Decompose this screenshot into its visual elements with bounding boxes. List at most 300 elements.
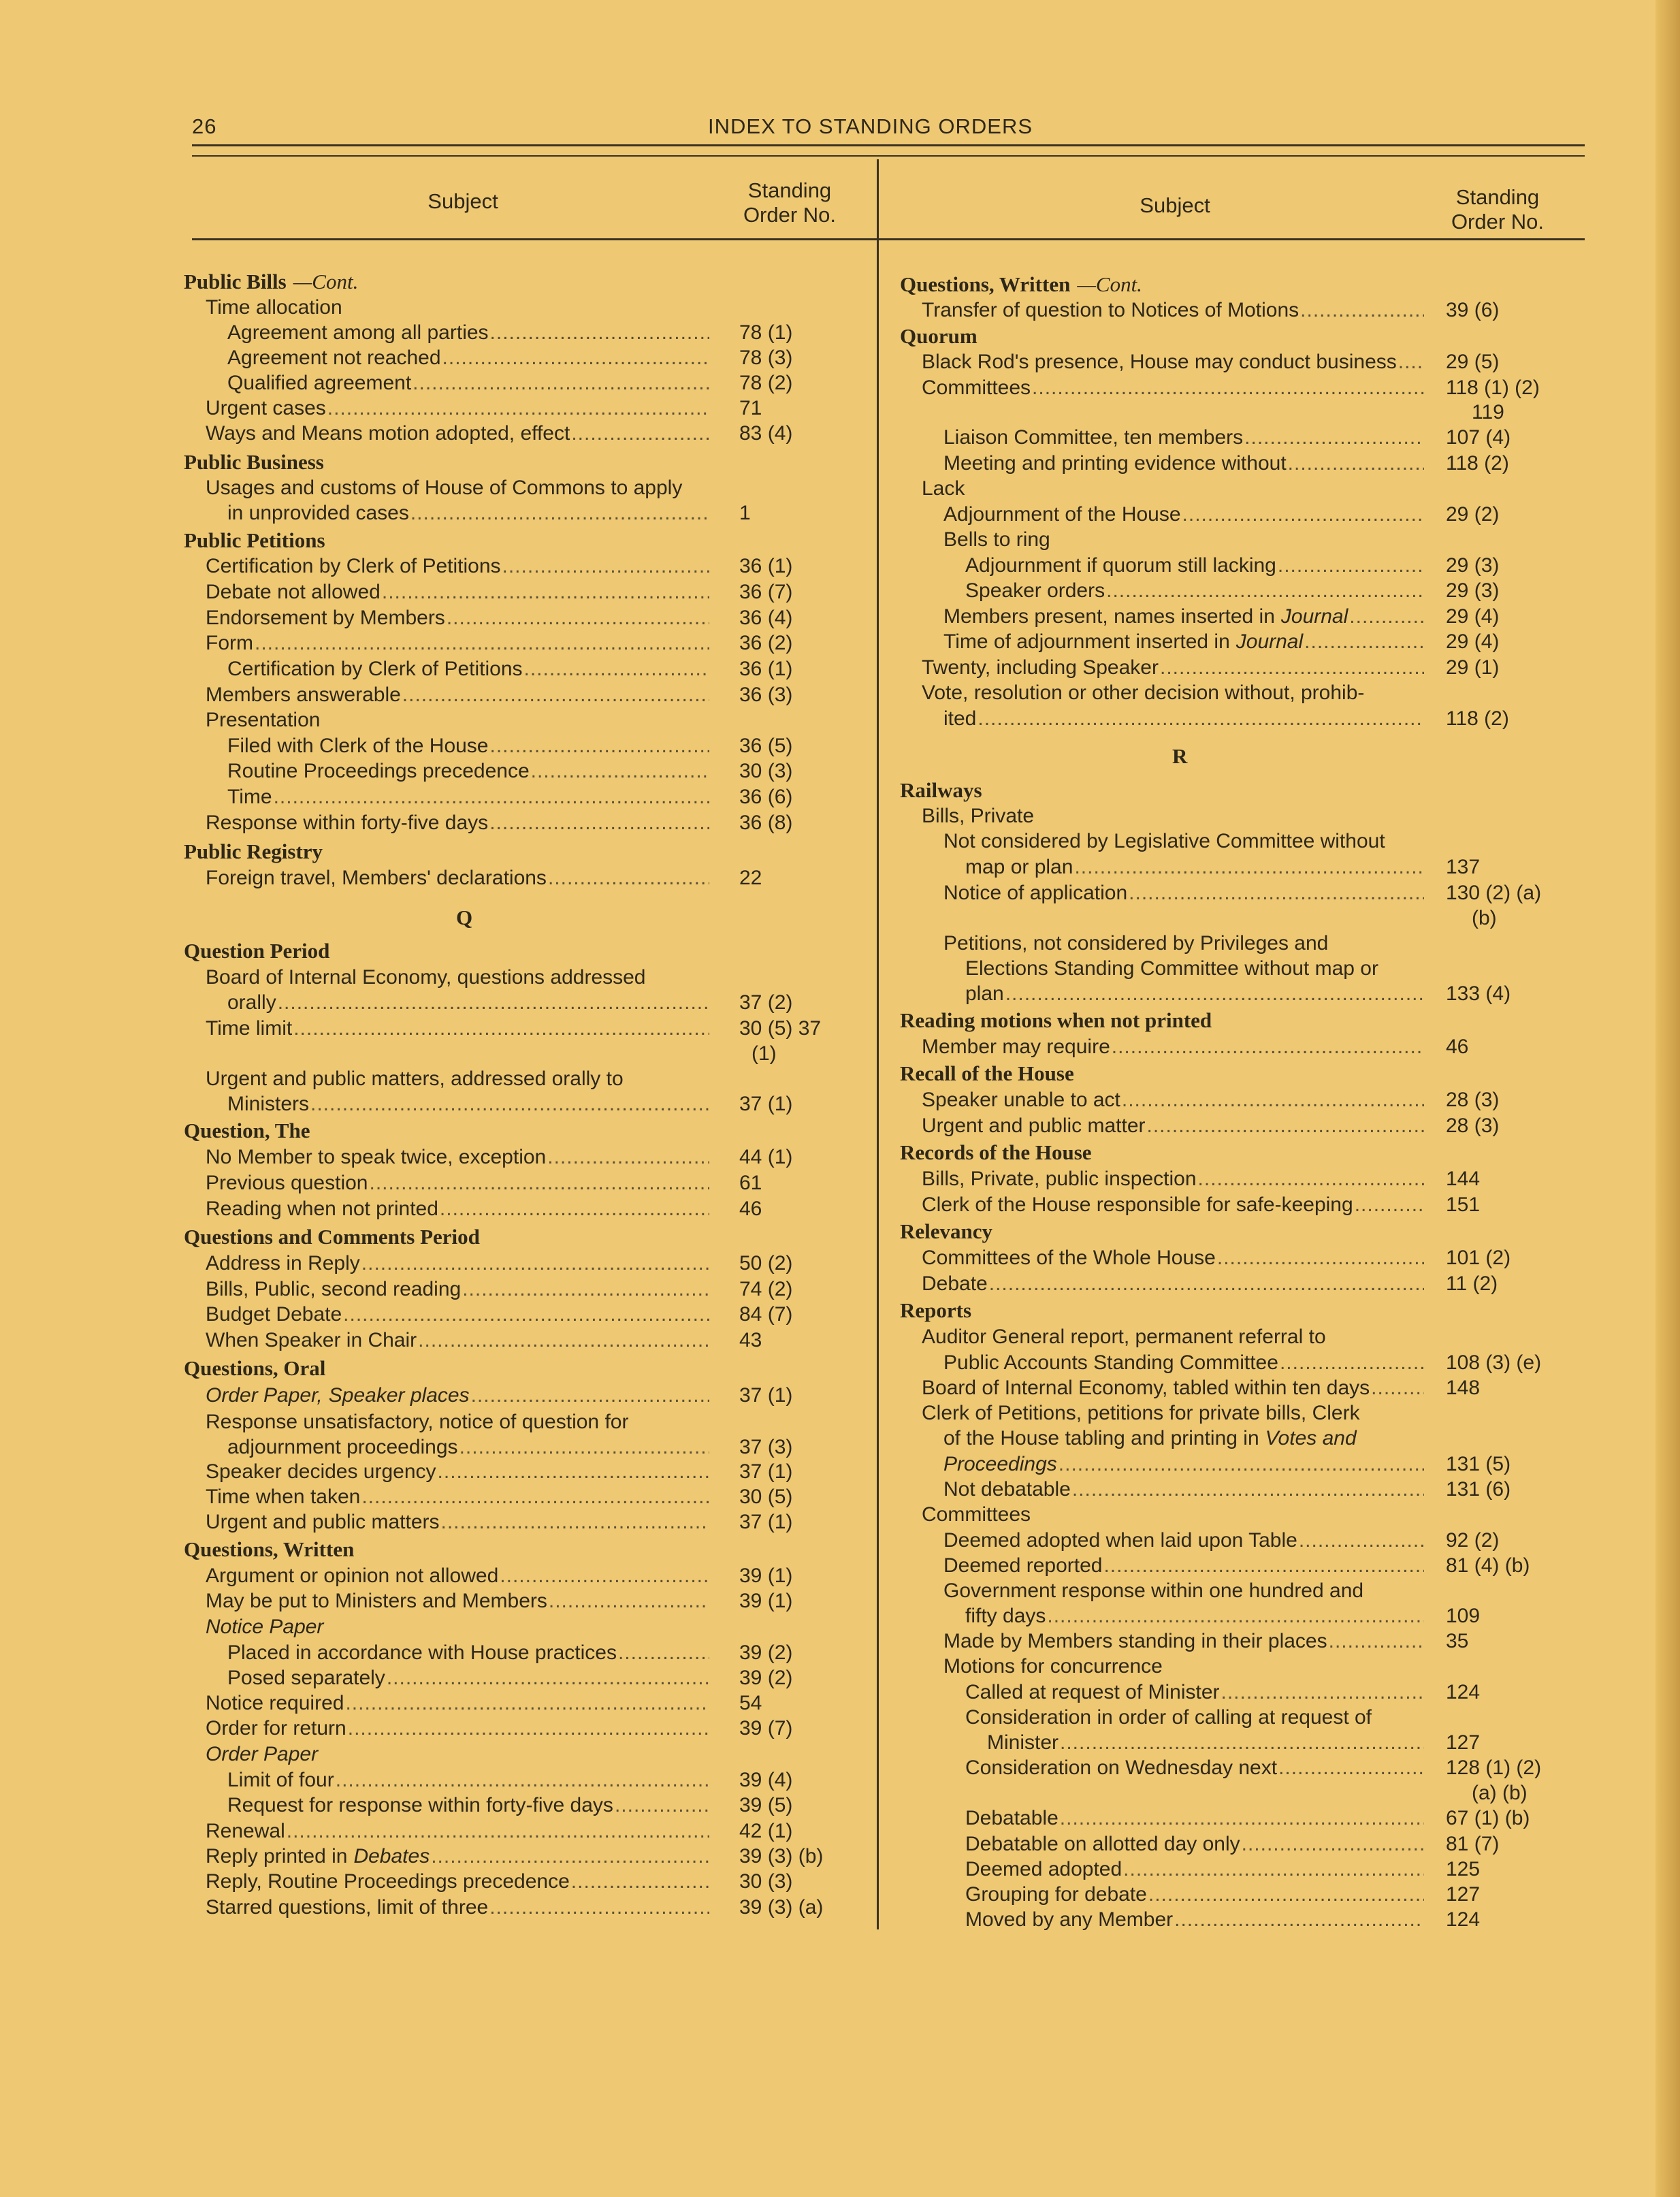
entry-text: Order Paper (206, 1743, 319, 1765)
entry-text: Debate not allowed (206, 581, 381, 603)
entry-text: Previous question (206, 1172, 368, 1194)
index-entry (227, 785, 709, 809)
entry-text: Order for return (206, 1717, 346, 1739)
dot-leader (500, 1564, 709, 1588)
index-entry (206, 1895, 709, 1920)
dot-leader (989, 1272, 1424, 1296)
left-subject-header: Subject (427, 189, 498, 213)
entry-text: Agreement not reached (227, 347, 441, 369)
dot-leader (345, 1691, 709, 1716)
index-entry (227, 734, 709, 758)
dot-leader (1047, 1604, 1424, 1629)
index-heading (900, 1008, 1212, 1033)
order-number: 37 (1) (739, 1511, 793, 1533)
index-entry (206, 580, 709, 605)
entry-text: Certification by Clerk of Petitions (206, 555, 501, 577)
dot-leader (1221, 1680, 1424, 1705)
entry-text: Reply printed in (206, 1845, 348, 1867)
index-entry (965, 982, 1424, 1006)
index-heading (184, 450, 324, 475)
order-number: 36 (7) (739, 581, 793, 603)
order-number-continued: (1) (752, 1042, 777, 1065)
index-entry (943, 502, 1424, 527)
index-entry (206, 1691, 709, 1716)
entry-text: Auditor General report, permanent referral to (922, 1326, 1326, 1348)
left-order-header (722, 178, 858, 227)
order-number: 1 (739, 502, 751, 524)
index-entry (922, 350, 1424, 374)
entry-text: Consideration on Wednesday next (965, 1757, 1278, 1779)
continued-label: —Cont. (1077, 272, 1142, 296)
entry-text: Public Business (184, 450, 324, 474)
index-entry (922, 1167, 1424, 1191)
entry-text: Consideration in order of calling at request of (965, 1706, 1372, 1729)
entry-text: Ways and Means motion adopted, effect (206, 422, 570, 445)
entry-text: Moved by any Member (965, 1908, 1174, 1931)
index-subheading (206, 1410, 628, 1434)
entry-text: Debate (922, 1272, 988, 1295)
index-entry (922, 1246, 1424, 1270)
dot-leader (502, 554, 709, 579)
index-entry (206, 1510, 709, 1535)
order-number: 78 (3) (739, 347, 793, 369)
entry-text: Public Accounts Standing Committee (943, 1351, 1278, 1374)
index-entry (965, 579, 1424, 603)
entry-text: Records of the House (900, 1140, 1092, 1164)
order-number: 35 (1446, 1630, 1469, 1652)
entry-text-suffix: Journal (1235, 630, 1304, 653)
entry-text: Qualified agreement (227, 372, 412, 394)
entry-text: Questions and Comments Period (184, 1225, 480, 1249)
order-number: 37 (2) (739, 991, 793, 1014)
index-entry (206, 1016, 709, 1041)
dot-leader (447, 606, 709, 630)
dot-leader (618, 1641, 709, 1665)
entry-text: Response within forty-five days (206, 812, 489, 834)
order-number: 44 (1) (739, 1146, 793, 1168)
entry-text: Response unsatisfactory, notice of question for (206, 1411, 629, 1433)
entry-text: Motions for concurrence (943, 1655, 1163, 1678)
index-entry (227, 501, 709, 526)
dot-leader (310, 1092, 709, 1117)
index-entry (206, 1564, 709, 1588)
entry-text: Time of adjournment inserted in (943, 630, 1230, 653)
dot-leader (1122, 1088, 1424, 1112)
order-number: 29 (2) (1446, 503, 1500, 526)
dot-leader (490, 734, 710, 758)
index-subheading (206, 476, 682, 500)
dot-leader (413, 371, 709, 396)
index-subheading (206, 1742, 318, 1767)
index-entry (922, 1035, 1424, 1059)
entry-text: Notice required (206, 1692, 344, 1714)
dot-leader (1059, 1452, 1424, 1477)
entry-text: Speaker decides urgency (206, 1460, 436, 1483)
dot-leader (369, 1171, 709, 1196)
section-letter: R (1172, 744, 1188, 768)
dot-leader (531, 759, 709, 784)
dot-leader (1005, 982, 1424, 1006)
dot-leader (1244, 426, 1424, 450)
index-entry (922, 298, 1424, 323)
index-heading (184, 1119, 310, 1143)
order-number-continued: (a) (b) (1472, 1782, 1528, 1804)
order-number: 151 (1446, 1193, 1481, 1216)
dot-leader (402, 683, 709, 707)
order-number: 118 (1) (2) (1446, 376, 1540, 399)
entry-text: Called at request of Minister (965, 1681, 1220, 1703)
index-entry (943, 707, 1424, 731)
dot-leader (1278, 1756, 1424, 1780)
order-number: 29 (4) (1446, 605, 1500, 628)
index-entry (922, 1088, 1424, 1112)
order-number: 130 (2) (a) (1446, 882, 1542, 904)
dot-leader (1060, 1731, 1424, 1755)
order-number: 28 (3) (1446, 1089, 1500, 1111)
order-number: 78 (2) (739, 372, 793, 394)
entry-text: Renewal (206, 1820, 285, 1842)
index-heading (184, 1537, 354, 1562)
order-number: 36 (6) (739, 786, 793, 808)
dot-leader (1242, 1832, 1424, 1857)
dot-leader (1299, 1528, 1424, 1553)
index-heading (184, 839, 323, 864)
index-entry (965, 1806, 1424, 1831)
entry-text: Placed in accordance with House practices (227, 1641, 617, 1664)
entry-text: Debatable (965, 1807, 1059, 1829)
index-heading (900, 272, 1142, 297)
order-number: 30 (3) (739, 760, 793, 782)
dot-leader (440, 1197, 709, 1221)
order-number: 29 (3) (1446, 554, 1500, 577)
entry-text: Filed with Clerk of the House (227, 735, 489, 757)
order-number: 36 (5) (739, 735, 793, 757)
entry-text: May be put to Ministers and Members (206, 1590, 547, 1612)
index-entry (206, 1277, 709, 1302)
index-entry (206, 421, 709, 446)
entry-text: Vote, resolution or other decision without, prohib- (922, 681, 1365, 704)
entry-text: plan (965, 982, 1004, 1005)
index-entry (206, 866, 709, 891)
order-number: 11 (2) (1446, 1272, 1498, 1295)
dot-leader (459, 1435, 709, 1460)
dot-leader (278, 991, 709, 1015)
index-entry (943, 426, 1424, 450)
column-divider (877, 159, 879, 1929)
dot-leader (442, 346, 709, 370)
index-entry (965, 1882, 1424, 1907)
order-number: 118 (2) (1446, 707, 1509, 730)
dot-leader (490, 321, 709, 345)
order-number: 124 (1446, 1681, 1481, 1703)
entry-text-suffix: Journal (1280, 605, 1348, 628)
entry-text: Urgent and public matter (922, 1114, 1146, 1137)
continued-label: —Cont. (293, 270, 359, 293)
entry-text: Certification by Clerk of Petitions (227, 658, 523, 680)
dot-leader (549, 1589, 709, 1614)
entry-text-suffix: Speaker places (328, 1384, 470, 1407)
order-number: 108 (3) (e) (1446, 1351, 1542, 1374)
index-heading (184, 1356, 325, 1381)
index-entry (943, 451, 1424, 476)
entry-text: Relevancy (900, 1219, 993, 1243)
dot-leader (348, 1716, 709, 1741)
entry-text: Not considered by Legislative Committee without (943, 830, 1385, 852)
dot-leader (1304, 630, 1424, 654)
top-rule (192, 144, 1585, 146)
index-entry (943, 881, 1424, 905)
entry-text: Members answerable (206, 684, 401, 706)
order-number: 137 (1446, 856, 1481, 878)
order-number: 36 (1) (739, 658, 793, 680)
order-number: 118 (2) (1446, 452, 1509, 475)
entry-text: Bills, Private (922, 805, 1035, 827)
index-entry (227, 346, 709, 370)
order-number: 128 (1) (2) (1446, 1757, 1542, 1779)
order-number-continued: 119 (1472, 401, 1504, 423)
entry-text: Time (227, 786, 272, 808)
dot-leader (1280, 1351, 1424, 1375)
entry-text: Reply, Routine Proceedings precedence (206, 1870, 570, 1893)
entry-text: Committees (922, 1503, 1031, 1526)
running-title: INDEX TO STANDING ORDERS (708, 114, 1033, 138)
index-entry (206, 1485, 709, 1509)
entry-text: Quorum (900, 324, 978, 348)
entry-text: Notice Paper (206, 1616, 324, 1638)
order-number: 39 (7) (739, 1717, 793, 1739)
index-entry (206, 1716, 709, 1741)
index-entry (227, 371, 709, 396)
entry-text: Reports (900, 1298, 972, 1322)
right-order-header-line1: Standing (1455, 185, 1540, 209)
order-number-continued: (b) (1472, 907, 1497, 929)
index-entry (227, 991, 709, 1015)
entry-text: Bills, Public, second reading (206, 1278, 462, 1300)
entry-text: Time allocation (206, 296, 342, 319)
index-entry (922, 1272, 1424, 1296)
index-entry (206, 1328, 709, 1353)
dot-leader (1103, 1554, 1424, 1578)
order-number: 36 (2) (739, 632, 793, 654)
entry-text: Question Period (184, 939, 330, 963)
dot-leader (431, 1844, 709, 1869)
entry-text: Urgent cases (206, 397, 326, 419)
index-subheading (922, 1401, 1360, 1426)
index-entry (206, 396, 709, 421)
entry-text: Not debatable (943, 1478, 1071, 1501)
entry-text: Request for response within forty-five days (227, 1794, 613, 1816)
right-order-header (1429, 185, 1566, 234)
entry-text: Address in Reply (206, 1252, 360, 1274)
index-entry (206, 1251, 709, 1276)
index-entry (227, 759, 709, 784)
dot-leader (1300, 298, 1424, 323)
entry-text: ited (943, 707, 977, 730)
dot-leader (343, 1302, 709, 1327)
index-entry (943, 1554, 1424, 1578)
dot-leader (1106, 579, 1424, 603)
order-number: 36 (1) (739, 555, 793, 577)
order-number: 131 (6) (1446, 1478, 1511, 1501)
entry-text: Routine Proceedings precedence (227, 760, 530, 782)
dot-leader (1129, 881, 1424, 905)
dot-leader (1174, 1908, 1424, 1932)
entry-text: Argument or opinion not allowed (206, 1565, 499, 1587)
entry-text: Made by Members standing in their places (943, 1630, 1327, 1652)
order-number: 39 (2) (739, 1641, 793, 1664)
entry-text: Minister (987, 1731, 1059, 1754)
order-number: 29 (1) (1446, 656, 1500, 679)
order-number: 39 (4) (739, 1769, 793, 1791)
index-heading (900, 1219, 992, 1244)
order-number: 81 (4) (b) (1446, 1554, 1530, 1577)
index-entry (943, 1351, 1424, 1375)
order-number: 131 (5) (1446, 1453, 1511, 1475)
index-entry (965, 855, 1424, 880)
left-order-header-line1: Standing (747, 178, 832, 202)
index-entry (227, 1641, 709, 1665)
index-entry (206, 683, 709, 707)
dot-leader (1147, 1114, 1424, 1138)
index-entry (922, 1114, 1424, 1138)
index-entry (206, 1870, 709, 1894)
index-entry (943, 1477, 1424, 1502)
order-number: 36 (8) (739, 812, 793, 834)
index-entry (206, 1460, 709, 1484)
index-entry (227, 1435, 709, 1460)
dot-leader (1398, 350, 1424, 374)
order-number: 43 (739, 1329, 762, 1351)
entry-text: Board of Internal Economy, tabled within ten days (922, 1377, 1370, 1399)
order-number: 107 (4) (1446, 426, 1511, 449)
order-number: 127 (1446, 1883, 1481, 1906)
index-entry (227, 1768, 709, 1793)
order-number: 42 (1) (739, 1820, 793, 1842)
index-entry (922, 1376, 1424, 1400)
entry-text: Liaison Committee, ten members (943, 426, 1244, 449)
entry-text-suffix: Votes and (1265, 1427, 1357, 1449)
order-number: 78 (1) (739, 321, 793, 344)
index-entry (943, 1629, 1424, 1654)
index-entry (922, 376, 1424, 400)
order-number: 39 (2) (739, 1667, 793, 1689)
entry-text: Adjournment if quorum still lacking (965, 554, 1276, 577)
dot-leader (1032, 376, 1424, 400)
entry-text: Committees of the Whole House (922, 1247, 1216, 1269)
dot-leader (1074, 855, 1424, 880)
entry-text: Notice of application (943, 882, 1128, 904)
entry-text: Deemed adopted (965, 1858, 1122, 1880)
index-entry (206, 1171, 709, 1196)
index-entry (206, 631, 709, 656)
order-number: 84 (7) (739, 1303, 793, 1326)
entry-text: Urgent and public matters (206, 1511, 440, 1533)
dot-leader (1329, 1629, 1424, 1654)
index-subheading (965, 1705, 1372, 1730)
order-number: 74 (2) (739, 1278, 793, 1300)
entry-text: Endorsement by Members (206, 607, 445, 629)
dot-leader (489, 811, 709, 835)
entry-text: Budget Debate (206, 1303, 342, 1326)
index-entry (206, 1302, 709, 1327)
dot-leader (1371, 1376, 1424, 1400)
index-entry (206, 1197, 709, 1221)
dot-leader (489, 1895, 709, 1920)
entry-text: Adjournment of the House (943, 503, 1181, 526)
dot-leader (547, 1145, 709, 1170)
entry-text: Clerk of Petitions, petitions for private bills, Clerk (922, 1402, 1360, 1424)
page-number: 26 (192, 114, 217, 138)
index-entry (206, 1383, 709, 1408)
page-edge-shadow (1655, 0, 1680, 2197)
order-number: 30 (3) (739, 1870, 793, 1893)
dot-leader (978, 707, 1424, 731)
entry-text: adjournment proceedings (227, 1436, 458, 1458)
order-number: 83 (4) (739, 422, 793, 445)
entry-text: No Member to speak twice, exception (206, 1146, 547, 1168)
entry-text: Agreement among all parties (227, 321, 489, 344)
entry-text: Question, The (184, 1119, 310, 1142)
order-number: 29 (5) (1446, 351, 1500, 373)
index-entry (227, 657, 709, 681)
index-subheading (922, 1503, 1031, 1527)
order-number: 39 (5) (739, 1794, 793, 1816)
index-subheading (965, 957, 1378, 981)
entry-text: Foreign travel, Members' declarations (206, 867, 547, 889)
entry-text: of the House tabling and printing in (943, 1427, 1259, 1449)
dot-leader (1355, 1193, 1424, 1217)
dot-leader (293, 1016, 709, 1041)
entry-text: Presentation (206, 709, 321, 731)
entry-text: in unprovided cases (227, 502, 409, 524)
index-entry (227, 1092, 709, 1117)
entry-text: Members present, names inserted in (943, 605, 1275, 628)
entry-text: Usages and customs of House of Commons to apply (206, 477, 683, 499)
entry-text: Starred questions, limit of three (206, 1896, 489, 1919)
index-entry (965, 1832, 1424, 1857)
dot-leader (387, 1666, 709, 1690)
dot-leader (462, 1277, 709, 1302)
order-number: 29 (4) (1446, 630, 1500, 653)
dot-leader (1288, 451, 1424, 476)
dot-leader (1182, 502, 1424, 527)
entry-text: Debatable on allotted day only (965, 1833, 1240, 1855)
dot-leader (255, 631, 709, 656)
dot-leader (418, 1328, 709, 1353)
index-subheading (206, 708, 320, 733)
dot-leader (1198, 1167, 1424, 1191)
index-subheading (943, 1426, 1357, 1451)
index-entry (943, 605, 1424, 629)
entry-text: map or plan (965, 856, 1073, 878)
order-number: 22 (739, 867, 762, 889)
order-number: 37 (1) (739, 1460, 793, 1483)
entry-text: Petitions, not considered by Privileges and (943, 932, 1329, 955)
index-entry (965, 1680, 1424, 1705)
index-entry (922, 656, 1424, 680)
dot-leader (1112, 1035, 1424, 1059)
index-subheading (922, 804, 1034, 829)
order-number: 36 (4) (739, 607, 793, 629)
index-entry (227, 321, 709, 345)
dot-leader (571, 1870, 709, 1894)
order-number: 39 (3) (b) (739, 1845, 824, 1867)
index-entry (206, 811, 709, 835)
entry-text: Bells to ring (943, 528, 1050, 551)
index-entry (206, 554, 709, 579)
order-number: 50 (2) (739, 1252, 793, 1274)
dot-leader (548, 866, 709, 891)
